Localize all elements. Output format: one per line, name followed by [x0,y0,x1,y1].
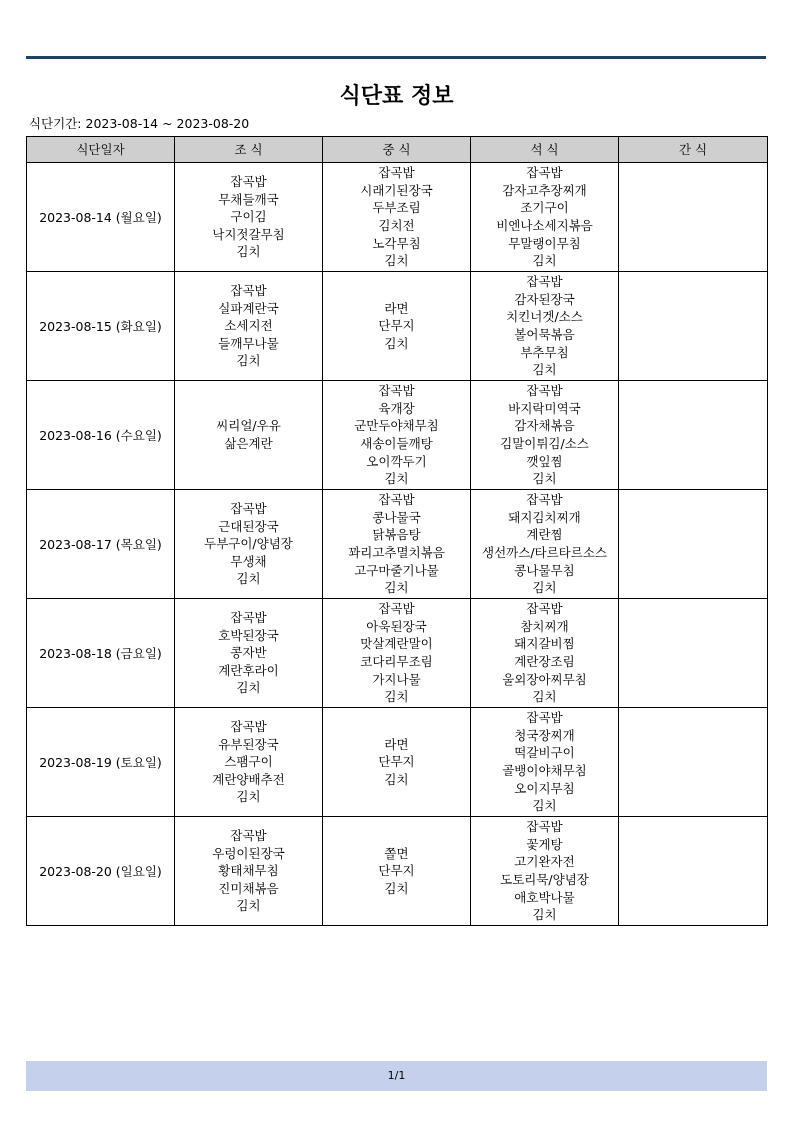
lunch-dish-list [323,164,470,270]
table-row [27,272,768,381]
dish-item: 감자고추장찌개 [502,182,587,198]
dish-item: 김치 [532,689,557,705]
dinner-dish-list [471,491,618,597]
dish-item: 계란찜 [526,527,563,543]
dish-item: 애호박나물 [514,889,575,905]
dish-item: 떡갈비구이 [514,745,575,761]
dish-item: 김치 [236,244,261,260]
dish-item: 라면 [384,300,409,316]
dish-item: 소세지전 [224,318,273,334]
dish-item: 감자채볶음 [514,418,575,434]
snack-cell [619,381,768,490]
table-row [27,490,768,599]
dish-item: 시래기된장국 [360,182,433,198]
dish-item: 계란장조림 [514,654,575,669]
breakfast-cell [175,272,323,381]
dish-item: 김치 [384,580,409,596]
dish-item: 두부구이/양념장 [204,536,293,552]
dish-item: 울외장아찌무침 [502,671,587,687]
dinner-dish-list [471,709,618,815]
dish-item: 닭볶음탕 [372,527,421,543]
dish-item: 청국장찌개 [514,727,575,743]
dish-item: 김치 [532,907,557,923]
breakfast-dish-list [175,718,322,806]
column-header-snack: 간 식 [619,137,768,163]
dish-item: 잡곡밥 [230,610,267,626]
dish-item: 들깨무나물 [218,335,279,351]
dish-item: 잡곡밥 [378,165,415,181]
dish-item: 근대된장국 [218,518,279,534]
meal-period: 식단기간: 2023-08-14 ~ 2023-08-20 [29,116,250,131]
dish-item: 김치 [236,898,261,914]
dish-item: 생선까스/타르타르소스 [482,545,607,560]
dish-item: 김치 [532,253,557,269]
breakfast-dish-list [175,500,322,588]
dish-item: 김치 [236,571,261,587]
breakfast-cell [175,163,323,272]
dish-item: 진미채볶음 [218,880,279,896]
dinner-dish-list [471,164,618,270]
page-indicator: 1/1 [387,1069,406,1082]
dish-item: 잡곡밥 [526,819,563,835]
dish-item: 잡곡밥 [230,501,267,517]
dish-item: 호박된장국 [218,627,279,643]
date-cell: 2023-08-19 (토요일) [27,708,175,817]
dish-item: 골뱅이야채무침 [502,763,587,778]
dish-item: 아욱된장국 [366,618,427,634]
dish-item: 잡곡밥 [378,492,415,508]
dish-item: 군만두야채무침 [354,418,439,434]
dish-item: 우렁이된장국 [212,845,285,861]
dish-item: 꽈리고추멸치볶음 [348,545,445,560]
lunch-dish-list [323,600,470,706]
breakfast-cell [175,817,323,926]
snack-cell [619,599,768,708]
dish-item: 실파계란국 [218,300,279,316]
dish-item: 오이지무침 [514,780,575,796]
date-cell: 2023-08-18 (금요일) [27,599,175,708]
table-header-row [27,137,768,163]
dish-item: 잡곡밥 [526,383,563,399]
dish-item: 볼어묵볶음 [514,327,575,342]
dish-item: 육개장 [378,400,415,416]
dish-item: 스팸구이 [224,754,273,770]
breakfast-dish-list [175,173,322,261]
dish-item: 잡곡밥 [526,710,563,726]
dish-item: 김치 [384,689,409,705]
column-header-lunch: 중 식 [323,137,471,163]
dish-item: 김치 [236,789,261,805]
breakfast-dish-list [175,609,322,697]
breakfast-cell [175,599,323,708]
dish-item: 새송이들깨탕 [360,436,433,451]
lunch-dish-list [323,845,470,898]
dish-item: 비엔나소세지볶음 [496,218,593,233]
dinner-cell [471,381,619,490]
dish-item: 김치 [532,580,557,596]
dish-item: 구이김 [230,209,267,225]
snack-cell [619,490,768,599]
table-row [27,708,768,817]
column-header-dinner: 석 식 [471,137,619,163]
dish-item: 콩나물국 [372,509,421,525]
date-cell: 2023-08-15 (화요일) [27,272,175,381]
date-cell: 2023-08-20 (일요일) [27,817,175,926]
dish-item: 무말랭이무침 [508,235,581,251]
lunch-cell [323,163,471,272]
lunch-cell [323,599,471,708]
dish-item: 김치 [532,362,557,378]
dish-item: 부추무침 [520,344,569,360]
dish-item: 잡곡밥 [526,601,563,617]
lunch-cell [323,708,471,817]
dish-item: 김치 [384,335,409,351]
dish-item: 김치 [236,353,261,369]
dish-item: 김치 [532,798,557,814]
snack-cell [619,817,768,926]
dish-item: 잡곡밥 [230,828,267,844]
dish-item: 고기완자전 [514,854,575,870]
dinner-dish-list [471,600,618,706]
dish-item: 김말이튀김/소스 [500,436,589,451]
dish-item: 계란후라이 [218,662,279,678]
dinner-cell [471,490,619,599]
lunch-cell [323,490,471,599]
dish-item: 씨리얼/우유 [216,418,281,434]
dinner-cell [471,272,619,381]
dish-item: 치킨너겟/소스 [506,309,583,325]
date-cell: 2023-08-14 (월요일) [27,163,175,272]
dish-item: 잡곡밥 [230,283,267,299]
table-row [27,817,768,926]
lunch-dish-list [323,736,470,789]
dish-item: 단무지 [378,318,415,334]
dinner-cell [471,817,619,926]
dish-item: 잡곡밥 [526,274,563,290]
lunch-dish-list [323,491,470,597]
breakfast-cell [175,490,323,599]
dish-item: 무생채 [230,553,267,569]
footer-bar [26,1061,767,1091]
dish-item: 김치 [532,471,557,487]
dish-item: 무채들깨국 [218,191,279,207]
top-rule [26,56,766,59]
breakfast-dish-list [175,282,322,370]
dish-item: 가지나물 [372,671,421,687]
dinner-dish-list [471,818,618,924]
dish-item: 잡곡밥 [378,601,415,617]
dish-item: 삶은계란 [224,436,273,451]
dish-item: 단무지 [378,754,415,770]
snack-cell [619,708,768,817]
lunch-cell [323,381,471,490]
meal-table [26,136,768,926]
dish-item: 김치 [384,253,409,269]
dish-item: 김치 [384,471,409,487]
dish-item: 유부된장국 [218,736,279,752]
dish-item: 잡곡밥 [230,174,267,190]
breakfast-cell [175,381,323,490]
dish-item: 두부조림 [372,200,421,216]
dish-item: 꽃게탕 [526,836,563,852]
dish-item: 잡곡밥 [378,383,415,399]
column-header-date: 식단일자 [27,137,175,163]
dish-item: 오이깍두기 [366,453,427,469]
page-title: 식단표 정보 [339,84,454,109]
dish-item: 코다리무조림 [360,654,433,669]
dish-item: 바지락미역국 [508,400,581,416]
dish-item: 잡곡밥 [230,719,267,735]
lunch-dish-list [323,300,470,353]
dish-item: 감자된장국 [514,291,575,307]
breakfast-dish-list [175,417,322,452]
date-cell: 2023-08-17 (목요일) [27,490,175,599]
dish-item: 잡곡밥 [526,492,563,508]
date-cell: 2023-08-16 (수요일) [27,381,175,490]
dish-item: 낙지젓갈무침 [212,226,285,242]
column-header-breakfast: 조 식 [175,137,323,163]
dish-item: 도토리묵/양념장 [500,872,589,887]
table-row [27,381,768,490]
dish-item: 쫄면 [384,845,409,861]
breakfast-dish-list [175,827,322,915]
snack-cell [619,163,768,272]
dinner-cell [471,708,619,817]
lunch-cell [323,817,471,926]
dish-item: 돼지갈비찜 [514,636,575,652]
dish-item: 황태채무침 [218,863,279,879]
dish-item: 단무지 [378,863,415,879]
dinner-cell [471,599,619,708]
dish-item: 조기구이 [520,200,569,216]
breakfast-cell [175,708,323,817]
dish-item: 김치전 [378,218,415,233]
dish-item: 고구마줄기나물 [354,562,439,578]
dish-item: 노각무침 [372,235,421,251]
dish-item: 콩자반 [230,645,267,661]
dish-item: 라면 [384,736,409,752]
dish-item: 콩나물무침 [514,562,575,578]
snack-cell [619,272,768,381]
lunch-dish-list [323,382,470,488]
dinner-cell [471,163,619,272]
dish-item: 잡곡밥 [526,165,563,181]
dinner-dish-list [471,382,618,488]
meal-table-body [27,163,768,926]
dinner-dish-list [471,273,618,379]
table-row [27,163,768,272]
dish-item: 맛살계란말이 [360,636,433,652]
dish-item: 참치찌개 [520,618,569,634]
dish-item: 김치 [384,771,409,787]
dish-item: 돼지김치찌개 [508,509,581,525]
dish-item: 계란양배추전 [212,771,285,787]
dish-item: 김치 [236,680,261,696]
dish-item: 김치 [384,880,409,896]
lunch-cell [323,272,471,381]
table-row [27,599,768,708]
dish-item: 깻잎찜 [526,453,563,469]
